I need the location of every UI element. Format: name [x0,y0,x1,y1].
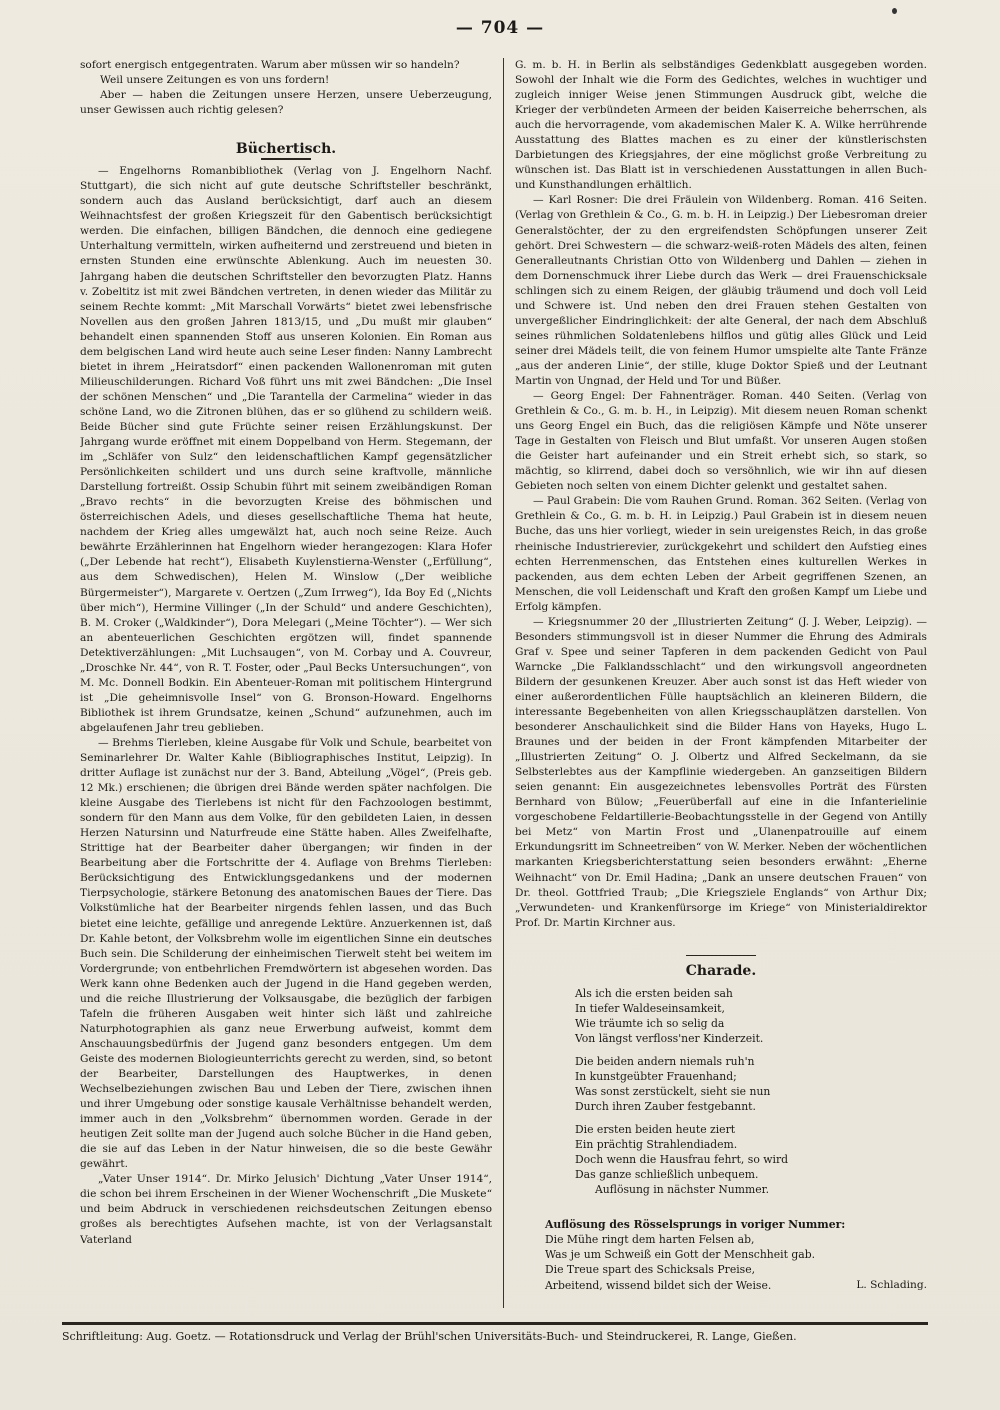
charade-solution-note: Auflösung in nächster Nummer. [595,1183,770,1197]
review-rosner: — Karl Rosner: Die drei Fräulein von Wildenberg. Roman. 416 Seiten. (Verlag von Grethlein & Co., G. m. b. H. in Leipzig.) Der Liebesroman dreier Generalstöchter, der zu den ergreifendsten Schöpfungen unserer Zeit gehört. Drei Schwestern — die schwarz-weiß-roten Mädels des alten, feinen Generalleutnants Christian Otto von Wildenberg und Dahlen — ziehen in dem Dornenschmuck ihrer Liebe durch das Werk — drei Frauenschicksale schlingen sich zu einem Reigen, der gläubig träumend und doch voll Leid und Schwere ist. Und neben den drei Frauen stehen Gestalten von unvergeßlicher Eindringlichkeit: der alte General, der nach dem Abschluß seines rühmlichen Soldatenlebens hilflos und gütig alles Glück und Leid seiner drei Mädels teilt, die von feinem Humor umspielte alte Tante Fränze „aus der anderen Linie“, der stille, kluge Doktor Spieß und der Leutnant Martin von Ungnad, der Held und Tor und Büßer. [515,194,927,387]
poem-line: Die ersten beiden heute ziert [575,1123,736,1137]
page-number: — 704 — [455,18,545,38]
poem-line: Von längst verfloss'ner Kinderzeit. [575,1031,764,1045]
poem-line: In tiefer Waldeseinsamkeit, [575,1001,725,1015]
poem-line: Ein prächtig Strahlendiadem. [575,1138,738,1152]
solution-line: Arbeitend, wissend bildet sich der Weise. [545,1278,772,1292]
review-grabein: — Paul Grabein: Die vom Rauhen Grund. Roman. 362 Seiten. (Verlag von Grethlein & Co., G. m. b. H. in Leipzig.) Paul Grabein ist in diesem neuen Buche, das uns hier vorliegt, wieder in sein ureigenstes Reich, in das große rheinische Industrierevier, zurückgekehrt und schildert den Aufstieg eines echten Herrenmenschen, das Entstehen eines kulturellen Werkes in packenden, aus dem echten Leben der Arbeit gegriffenen Szenen, an Menschen, die voll Leidenschaft und Kraft den großen Kampf um Liebe und Erfolg kämpfen. [515,495,927,613]
review-engelhorn: — Engelhorns Romanbibliothek (Verlag von J. Engelhorn Nachf. Stuttgart), die sich nicht auf gute deutsche Schriftsteller beschränkt, sondern auch das Ausland berücksichtigt, darf auch an diesem Weihnachtsfest der großen Kriegszeit für den Gabentisch berücksichtigt werden. Die einfachen, billigen Bändchen, die dennoch eine gediegene Unterhaltung vermitteln, wirken aufheiternd und zerstreuend und bieten in ernsten Stunden eine erwünschte Ablenkung. Auch im neuesten 30. Jahrgang haben die deutschen Schriftsteller den bevorzugten Platz. Hanns v. Zobeltitz ist mit zwei Bändchen vertreten, in denen wieder das Militär zu seinem Rechte kommt: „Mit Marschall Vorwärts“ bietet zwei lebensfrische Novellen aus den großen Jahren 1813/15, und „Du mußt mir glauben“ behandelt einen spannenden Stoff aus unseren Kolonien. Ein Roman aus dem belgischen Land wird heute auch seine Leser finden: Nanny Lambrecht bietet in ihrem „Heiratsdorf“ einen packenden Wallonenroman mit guten Milieuschilderungen. Richard Voß führt uns mit zwei Bändchen: „Die Insel der schönen Menschen“ und „Die Tarantella der Carmelina“ wieder in das schöne Land, wo die Zitronen blühen, das er so glühend zu schildern weiß. Beide Bücher sind gute Früchte seiner reisen Erzählungskunst. Der Jahrgang wurde eröffnet mit einem Doppelband von Herm. Stegemann, der im „Schläfer von Sulz“ den leidenschaftlichen Kampf gegensätzlicher Persönlichkeiten schildert und uns durch seine kraftvolle, männliche Darstellung fortreißt. Ossip Schubin führt mit seinem zweibändigen Roman „Bravo rechts“ in die bevorzugten Kreise des böhmischen und österreichischen Adels, und dieses gesellschaftliche Thema hat heute, nachdem der Krieg alles umgewälzt hat, auch noch seine Reize. Auch bewährte Erzählerinnen hat Engelhorn wieder herangezogen: Klara Hofer („Der Lebende hat recht“), Elisabeth Kuylenstierna-Wenster („Erfüllung“, aus dem Schwedischen), Helen M. Winslow („Der weibliche Bürgermeister“), Margarete v. Oertzen („Zum Irrweg“), Ida Boy Ed („Nichts über mich“), Hermine Villinger („In der Schuld“ und andere Geschichten), B. M. Croker („Waldkinder“), Dora Melegari („Meine Töchter“). — Wer sich an abenteuerlichen Geschichten ergötzen will, findet spannende Detektiverzählungen: „Mit Luchsaugen“, von M. Corbay und A. Couvreur, „Droschke Nr. 44“, von R. T. Foster, oder „Paul Becks Untersuchungen“, von M. Mc. Donnell Bodkin. Ein Abenteuer-Roman mit politischem Hintergrund ist „Die geheimnisvolle Insel“ von G. Bronson-Howard. Engelhorns Bibliothek ist ihrem Grundsatze, keinen „Schund“ aufzunehmen, auch im abgelaufenen Jahr treu geblieben. [80,165,492,734]
poem-line: Das ganze schließlich unbequem. [575,1168,759,1182]
intro-paragraph-2: Weil unsere Zeitungen es von uns fordern! [100,74,330,87]
review-illustrierte-zeitung: — Kriegsnummer 20 der „Illustrierten Zeitung“ (J. J. Weber, Leipzig). — Besonders stimmungsvoll ist in dieser Nummer die Ehrung des Admirals Graf v. Spee und seiner Tapferen in dem packenden Gedicht von Paul Warncke „Die Falklandsschlacht“ und den wirkungsvoll angeordneten Bildern der gesunkenen Kreuzer. Aber auch sonst ist das Heft wieder von einer außerordentlichen Fülle hauptsächlich an kleineren Bildern, die interessante Begebenheiten von allen Kriegsschauplätzen darstellen. Von besonderer Anschaulichkeit sind die Bilder Hans von Hayeks, Hugo L. Braunes und der beiden in der Front kämpfenden Mitarbeiter der „Illustrierten Zeitung“ O. J. Olbertz und Alfred Seckelmann, da sie Selbsterlebtes aus der Kampflinie wiedergeben. An ganzseitigen Bildern seien genannt: Ein ausgezeichnetes lebensvolles Porträt des Fürsten Bernhard von Bülow; „Feuerüberfall auf eine in die Infanterielinie vorgeschobene Feldartillerie-Beobachtungsstelle in der Gegend von Antilly bei Metz“ von Martin Frost und „Ulanenpatrouille auf einem Erkundungsritt im Schneetreiben“ von W. Merker. Neben der wöchentlichen markanten Kriegsberichterstattung seien besonders erwähnt: „Eherne Weihnacht“ von Dr. Emil Hadina; „Dank an unsere deutschen Frauen“ von Dr. theol. Gottfried Traub; „Die Kriegsziele Englands“ von Arthur Dix; „Verwundeten- und Krankenfürsorge im Kriege“ von Ministerialdirektor Prof. Dr. Martin Kirchner aus. [515,615,927,929]
poem-line: Was sonst zerstückelt, sieht sie nun [575,1085,771,1098]
review-brehms-tierleben: — Brehms Tierleben, kleine Ausgabe für Volk und Schule, bearbeitet von Seminarlehrer Dr. Walter Kahle (Bibliographisches Institut, Leipzig). In dritter Auflage ist zunächst nur der 3. Band, Abteilung „Vögel“, (Preis geb. 12 Mk.) erschienen; die übrigen drei Bände werden später nachfolgen. Die kleine Ausgabe des Tierlebens ist nicht für den Fachzoologen bestimmt, sondern für den Mann aus dem Volke, für den gebildeten Laien, in dessen Herzen Natursinn und Naturfreude eine Stätte haben. Alles Zweifelhafte, Strittige hat der Bearbeiter daher übergangen; wir finden in der Bearbeitung aber die Fortschritte der 4. Auflage von Brehms Tierleben: Berücksichtigung des Entwicklungsgedankens und der modernen Tierpsychologie, stärkere Betonung des anatomischen Baues der Tiere. Das Volkstümliche hat der Bearbeiter nirgends fehlen lassen, und das Buch bietet eine leichte, gefällige und anregende Lektüre. Anzuerkennen ist, daß Dr. Kahle betont, der Volksbrehm wolle im eigentlichen Sinne ein deutsches Buch sein. Die Schilderung der einheimischen Tierwelt steht bei weitem im Vordergrunde; von entbehrlichen Fremdwörtern ist abgesehen worden. Das Werk kann ohne Bedenken auch der Jugend in die Hand gegeben werden, und die reiche Illustrierung der Volksausgabe, die bezüglich der farbigen Tafeln die früheren Ausgaben weit hinter sich läßt und zahlreiche Naturphotographien als ganz neue Erwerbung aufweist, kommt dem Anschauungsbedürfnis der Jugend ganz besonders entgegen. Um dem Geiste des modernen Biologieunterrichts gerecht zu werden, sind, so betont der Bearbeiter, Darstellungen des Hauptwerkes, in denen Wechselbeziehungen zwischen Bau und Leben der Tiere, zwischen ihnen und ihrer Umgebung oder sonstige kausale Verhältnisse behandelt werden, immer auch in den „Volksbrehm“ übernommen worden. Gerade in der heutigen Zeit sollte man der Jugend auch solche Bücher in die Hand geben, die sie auf das Leben in der Natur hinweisen, die so die beste Gewähr gewährt. [80,736,492,1171]
poem-line: Wie träumte ich so selig da [575,1016,725,1030]
poem-line: Doch wenn die Hausfrau fehrt, so wird [575,1153,789,1167]
ink-speck [892,8,897,14]
review-engel: — Georg Engel: Der Fahnenträger. Roman. 440 Seiten. (Verlag von Grethlein & Co., G. m. b. H., in Leipzig). Mit diesem neuen Roman schenkt uns Georg Engel ein Buch, das die religiösen Kämpfe und Nöte unserer Tage in Gestalten von Fleisch und Blut umfaßt. Vor unseren Augen stoßen die Geister hart aufeinander und ein Streit erhebt sich, so stark, so mächtig, so klirrend, dabei doch so versöhnlich, wie wir ihn auf diesen Gebieten noch selten von einem Dichter gelenkt und gestaltet sahen. [515,390,927,493]
section-heading-buechertisch: Büchertisch. [235,141,337,158]
solution-heading: Auflösung des Rösselsprungs in voriger Nummer: [545,1218,846,1232]
left-column [80,58,492,1308]
solution-line: Was je um Schweiß ein Gott der Menschheit gab. [545,1248,816,1262]
intro-paragraph-3: Aber — haben die Zeitungen unsere Herzen, unsere Ueberzeugung, unser Gewissen auch richtig gelesen? [80,89,492,117]
solution-line: Die Mühe ringt dem harten Felsen ab, [545,1233,755,1247]
column-divider [503,58,504,1308]
review-vater-unser-cont: G. m. b. H. in Berlin als selbständiges Gedenkblatt ausgegeben worden. Sowohl der Inhalt wie die Form des Gedichtes, welches in wuchtiger und zugleich inniger Weise jenen Stimmungen Ausdruck gibt, welche die Krieger der verbündeten Armeen der beiden Kaiserreiche beherrschen, als auch die hervorragende, vom akademischen Maler K. A. Wilke herrührende Ausstattung des Blattes machen es zu einer der künstlerischsten Darbietungen des Kriegsjahres, der eine möglichst große Verbreitung zu wünschen ist. Das Blatt ist in verschiedenen Ausstattungen in allen Buch- und Kunsthandlungen erhältlich. [515,59,927,192]
review-vater-unser-start: „Vater Unser 1914“. Dr. Mirko Jelusich' Dichtung „Vater Unser 1914“, die schon bei ihrem Erscheinen in der Wiener Wochenschrift „Die Muskete“ und beim Abdruck in verschiedenen reichsdeutschen Zeitungen ebenso großes als berechtigtes Aufsehen machte, ist von der Verlagsanstalt Vaterland [80,1173,492,1246]
charade-poem [575,986,927,1198]
poem-line: Durch ihren Zauber festgebannt. [575,1100,756,1114]
poem-line: Als ich die ersten beiden sah [575,986,733,1000]
poem-line: Die beiden andern niemals ruh'n [575,1054,755,1068]
footer-rule [62,1322,928,1325]
right-column [515,58,927,1308]
intro-paragraph-1: sofort energisch entgegentraten. Warum aber müssen wir so handeln? [80,59,460,71]
poem-line: In kunstgeübter Frauenhand; [575,1069,737,1083]
imprint-footer: Schriftleitung: Aug. Goetz. — Rotationsdruck und Verlag der Brühl'schen Universitäts-Buch- und Steindruckerei, R. Lange, Gießen. [62,1330,797,1343]
charade-heading: Charade. [685,962,757,979]
solution-line: Die Treue spart des Schicksals Preise, [545,1263,756,1277]
solution-signature: L. Schlading. [856,1278,927,1291]
